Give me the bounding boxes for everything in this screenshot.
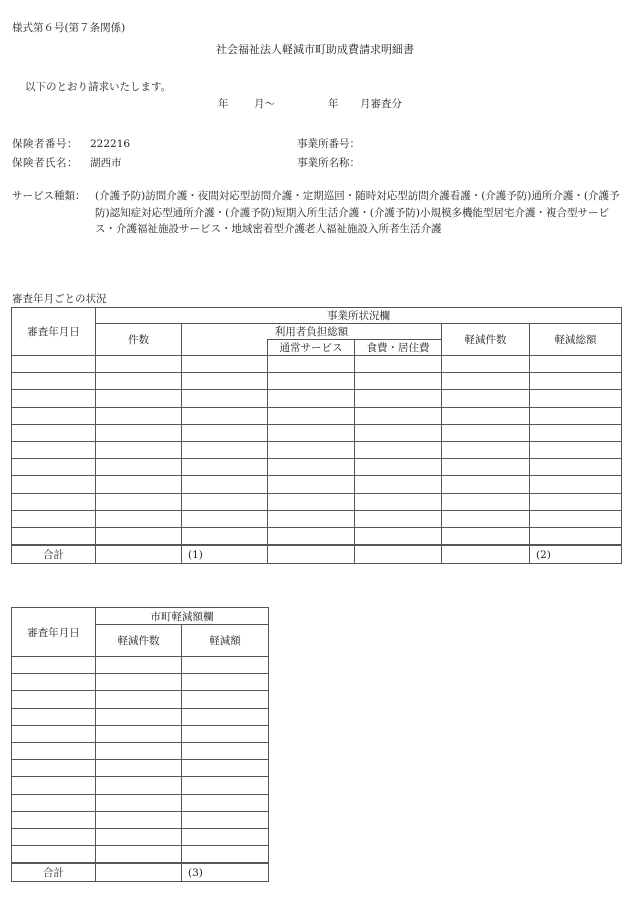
header-review-date: 審査年月日 — [12, 308, 96, 356]
table-cell[interactable] — [182, 674, 269, 691]
service-type-label: サービス種類： — [12, 190, 86, 202]
table-cell[interactable] — [530, 424, 622, 441]
header-food-housing: 食費・居住費 — [355, 340, 442, 356]
table-cell[interactable] — [268, 476, 355, 493]
table-cell[interactable] — [182, 407, 268, 424]
table-cell[interactable] — [530, 476, 622, 493]
table-cell[interactable] — [530, 493, 622, 510]
table-cell[interactable] — [182, 424, 268, 441]
table-row — [12, 708, 269, 725]
table-cell[interactable] — [530, 441, 622, 458]
table-cell[interactable] — [355, 356, 442, 373]
table-row — [12, 510, 622, 527]
table-cell[interactable] — [268, 373, 355, 390]
table-cell[interactable] — [442, 493, 530, 510]
period-row — [218, 96, 402, 111]
table-cell[interactable] — [12, 390, 96, 407]
table-cell[interactable] — [268, 424, 355, 441]
table-cell[interactable] — [12, 510, 96, 527]
table-cell[interactable] — [355, 476, 442, 493]
table-cell[interactable] — [96, 476, 182, 493]
table-cell[interactable] — [268, 545, 355, 564]
table-cell[interactable] — [12, 476, 96, 493]
total-mark-2: (2) — [530, 545, 622, 564]
table-row — [12, 674, 269, 691]
table-cell[interactable] — [12, 846, 96, 864]
table-cell[interactable] — [96, 777, 182, 794]
table-cell[interactable] — [442, 510, 530, 527]
table-cell[interactable] — [12, 691, 96, 708]
table2-total-row — [12, 863, 269, 882]
table-cell[interactable] — [442, 373, 530, 390]
table-cell[interactable] — [355, 390, 442, 407]
table-cell[interactable] — [182, 777, 269, 794]
table-cell[interactable] — [182, 794, 269, 811]
table-cell[interactable] — [96, 510, 182, 527]
period-year-from: 年 — [218, 98, 229, 110]
table-cell[interactable] — [355, 510, 442, 527]
table1-caption: 審査年月ごとの状況 — [12, 293, 107, 305]
table-cell[interactable] — [442, 424, 530, 441]
table-cell[interactable] — [182, 760, 269, 777]
table-cell[interactable] — [268, 390, 355, 407]
table-cell[interactable] — [12, 777, 96, 794]
table-cell[interactable] — [96, 674, 182, 691]
table-cell[interactable] — [96, 424, 182, 441]
table-row — [12, 356, 622, 373]
form-number: 様式第６号(第７条関係) — [12, 22, 126, 34]
table-cell[interactable] — [12, 742, 96, 759]
table-cell[interactable] — [96, 742, 182, 759]
table-cell[interactable] — [96, 725, 182, 742]
table-row — [12, 742, 269, 759]
table-cell[interactable] — [268, 407, 355, 424]
header-office-status: 事業所状況欄 — [96, 308, 622, 324]
table-cell[interactable] — [530, 390, 622, 407]
table-cell[interactable] — [12, 794, 96, 811]
table-cell[interactable] — [268, 356, 355, 373]
table-cell[interactable] — [12, 441, 96, 458]
insurer-number-value: 222216 — [90, 138, 131, 150]
table-cell[interactable] — [182, 527, 268, 545]
header-reduced-count: 軽減件数 — [442, 324, 530, 356]
table-cell[interactable] — [12, 811, 96, 828]
table-cell[interactable] — [182, 373, 268, 390]
period-month-from: 月〜 — [254, 98, 275, 110]
table-cell[interactable] — [96, 373, 182, 390]
table-cell[interactable] — [355, 424, 442, 441]
table-cell[interactable] — [355, 527, 442, 545]
header-count: 件数 — [96, 324, 182, 356]
table-cell[interactable] — [355, 459, 442, 476]
table-cell[interactable] — [182, 356, 268, 373]
insurer-name-value: 湖西市 — [90, 157, 122, 169]
table-cell[interactable] — [182, 390, 268, 407]
table-cell[interactable] — [268, 441, 355, 458]
table-row — [12, 493, 622, 510]
table-row — [12, 476, 622, 493]
table-row — [12, 846, 269, 864]
intro-text: 以下のとおり請求いたします。 — [25, 81, 172, 93]
table-cell[interactable] — [530, 373, 622, 390]
table-row — [12, 794, 269, 811]
table-row — [12, 459, 622, 476]
table-cell[interactable] — [182, 811, 269, 828]
table-cell[interactable] — [530, 527, 622, 545]
office-name-label: 事業所名称： — [297, 157, 360, 169]
table-row — [12, 777, 269, 794]
insurer-name — [12, 155, 122, 170]
table-cell[interactable] — [12, 657, 96, 674]
table-cell[interactable] — [12, 828, 96, 845]
table-cell[interactable] — [96, 356, 182, 373]
table-cell[interactable] — [182, 828, 269, 845]
table-row — [12, 657, 269, 674]
table-cell[interactable] — [96, 760, 182, 777]
insurer-name-label: 保険者氏名： — [12, 157, 78, 169]
table-cell[interactable] — [268, 510, 355, 527]
table-cell[interactable] — [182, 441, 268, 458]
city-reduction-table — [11, 607, 269, 882]
table-cell[interactable] — [12, 527, 96, 545]
table-row — [12, 407, 622, 424]
table-cell[interactable] — [12, 493, 96, 510]
table2-total-label: 合計 — [12, 863, 96, 882]
table-cell[interactable] — [182, 657, 269, 674]
office-number-label: 事業所番号： — [297, 138, 360, 150]
table-cell[interactable] — [182, 510, 268, 527]
table-cell[interactable] — [182, 459, 268, 476]
table-cell[interactable] — [96, 441, 182, 458]
total-mark-3: (3) — [182, 863, 269, 882]
table1-total-row — [12, 545, 622, 564]
table-row — [12, 424, 622, 441]
header-normal-service: 通常サービス — [268, 340, 355, 356]
period-year-to: 年 — [328, 98, 339, 110]
table-row — [12, 725, 269, 742]
table-cell[interactable] — [355, 441, 442, 458]
table-cell[interactable] — [355, 493, 442, 510]
header-reduced-count-2: 軽減件数 — [96, 625, 182, 657]
table-cell[interactable] — [442, 527, 530, 545]
table-cell[interactable] — [268, 493, 355, 510]
table-row — [12, 811, 269, 828]
table-cell[interactable] — [182, 708, 269, 725]
table-cell[interactable] — [182, 691, 269, 708]
table-cell[interactable] — [12, 760, 96, 777]
table-cell[interactable] — [530, 407, 622, 424]
table-cell[interactable] — [96, 545, 182, 564]
table-row — [12, 373, 622, 390]
table-cell[interactable] — [12, 459, 96, 476]
office-number — [297, 136, 360, 151]
header-review-date-2: 審査年月日 — [12, 608, 96, 657]
header-burden-blank — [182, 340, 268, 356]
table-cell[interactable] — [12, 674, 96, 691]
table-cell[interactable] — [355, 545, 442, 564]
table-cell[interactable] — [96, 691, 182, 708]
table-cell[interactable] — [442, 441, 530, 458]
table-cell[interactable] — [96, 407, 182, 424]
table-cell[interactable] — [96, 459, 182, 476]
header-reduced-total: 軽減総額 — [530, 324, 622, 356]
table-cell[interactable] — [96, 811, 182, 828]
table-cell[interactable] — [530, 356, 622, 373]
header-user-burden: 利用者負担総額 — [182, 324, 442, 340]
table-cell[interactable] — [268, 459, 355, 476]
table-cell[interactable] — [442, 356, 530, 373]
table-cell[interactable] — [442, 459, 530, 476]
table-cell[interactable] — [96, 708, 182, 725]
table-row — [12, 760, 269, 777]
table-cell[interactable] — [530, 510, 622, 527]
table-row — [12, 390, 622, 407]
table-cell[interactable] — [96, 828, 182, 845]
total-mark-1: (1) — [182, 545, 268, 564]
insurer-number-label: 保険者番号： — [12, 138, 78, 150]
table-cell[interactable] — [355, 407, 442, 424]
table-cell[interactable] — [12, 725, 96, 742]
table-row — [12, 828, 269, 845]
table-cell[interactable] — [96, 390, 182, 407]
table-cell[interactable] — [182, 846, 269, 864]
table-cell[interactable] — [442, 476, 530, 493]
table-cell[interactable] — [182, 493, 268, 510]
table-cell[interactable] — [442, 390, 530, 407]
table-cell[interactable] — [12, 407, 96, 424]
table-cell[interactable] — [355, 373, 442, 390]
table-cell[interactable] — [530, 459, 622, 476]
table-cell[interactable] — [268, 527, 355, 545]
service-type-text: (介護予防)訪問介護・夜間対応型訪問介護・定期巡回・随時対応型訪問介護看護・(介護予防)通所介護・(介護予防)認知症対応型通所介護・(介護予防)短期入所生活介護・(介護予防)小規模多機能型居宅介護・複合型サービス・介護福祉施設サービス・地域密着型介護老人福祉施設入所者生活介護 — [95, 190, 620, 235]
table-cell[interactable] — [96, 846, 182, 864]
period-month-review: 月審査分 — [360, 98, 402, 110]
office-name — [297, 155, 360, 170]
table-cell[interactable] — [182, 476, 268, 493]
table-cell[interactable] — [442, 545, 530, 564]
table-cell[interactable] — [12, 424, 96, 441]
table1-total-label: 合計 — [12, 545, 96, 564]
insurer-number — [12, 136, 130, 151]
table-row — [12, 691, 269, 708]
page-title: 社会福祉法人軽減市町助成費請求明細書 — [216, 43, 414, 56]
table-cell[interactable] — [96, 493, 182, 510]
table-cell[interactable] — [96, 527, 182, 545]
table-cell[interactable] — [182, 742, 269, 759]
table-row — [12, 527, 622, 545]
table-cell[interactable] — [182, 725, 269, 742]
office-status-table — [11, 307, 622, 564]
table-row — [12, 441, 622, 458]
header-reduced-amount: 軽減額 — [182, 625, 269, 657]
table-cell[interactable] — [12, 373, 96, 390]
table-cell[interactable] — [12, 708, 96, 725]
table-cell[interactable] — [96, 863, 182, 882]
table-cell[interactable] — [96, 794, 182, 811]
header-city-reduction: 市町軽減額欄 — [96, 608, 269, 625]
table-cell[interactable] — [442, 407, 530, 424]
table-cell[interactable] — [96, 657, 182, 674]
table-cell[interactable] — [12, 356, 96, 373]
